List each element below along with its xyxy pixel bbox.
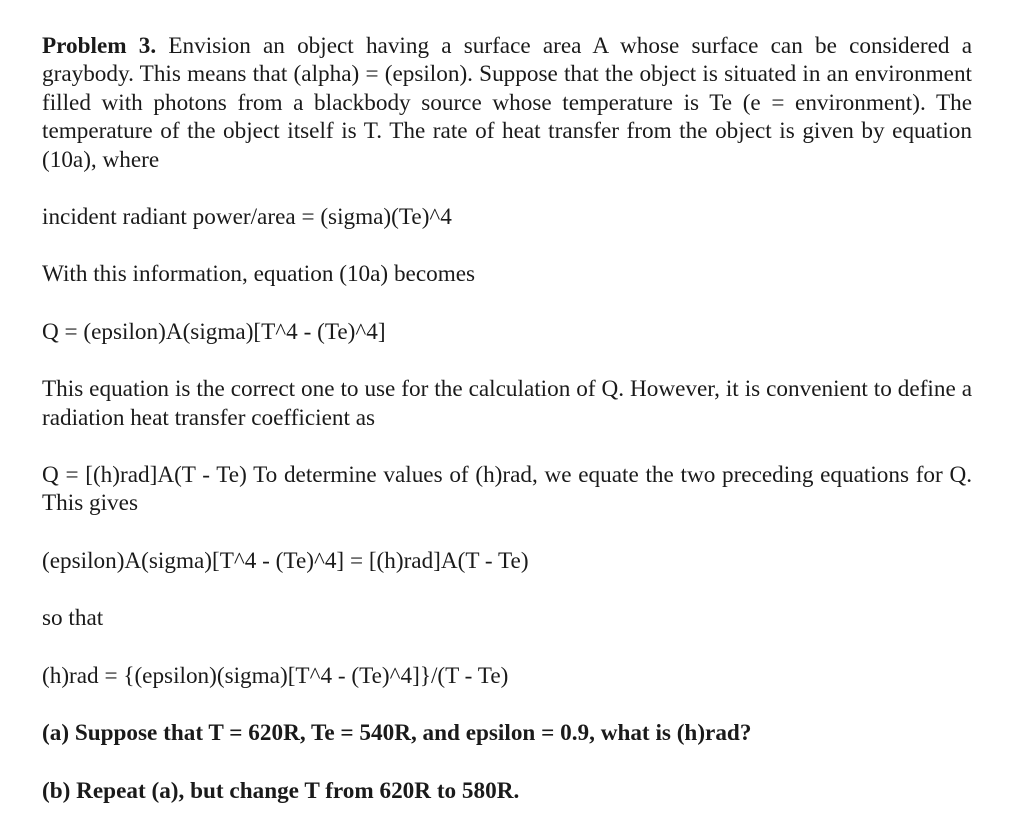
equation-q-radiation: Q = (epsilon)A(sigma)[T^4 - (Te)^4] xyxy=(42,318,386,345)
part-a-question: (a) Suppose that T = 620R, Te = 540R, and epsilon = 0.9, what is (h)rad? xyxy=(42,720,752,747)
incident-power-equation: incident radiant power/area = (sigma)(Te)^4 xyxy=(42,204,452,231)
equated-equation: (epsilon)A(sigma)[T^4 - (Te)^4] = [(h)rad]A(T - Te) xyxy=(42,547,529,574)
problem-intro-text: Envision an object having a surface area A whose surface can be considered a graybody. This means that (alpha) = (epsilon). Suppose that the object is situated in an environment filled with photons from a blackbody source whose temperature is Te (e = environment). The temperature of the object itself is T. The rate of heat transfer from the object is given by equation (10a), where xyxy=(42,33,972,173)
correct-equation-paragraph: This equation is the correct one to use for the calculation of Q. However, it is convenient to define a radiation heat transfer coefficient as xyxy=(42,376,972,431)
hrad-equation: (h)rad = {(epsilon)(sigma)[T^4 - (Te)^4]}/(T - Te) xyxy=(42,662,509,689)
problem-label: Problem 3. xyxy=(42,33,157,59)
equation-q-coefficient-paragraph: Q = [(h)rad]A(T - Te) To determine values of (h)rad, we equate the two preceding equations for Q. This gives xyxy=(42,462,972,517)
with-info-text: With this information, equation (10a) becomes xyxy=(42,261,476,288)
so-that-text: so that xyxy=(42,605,104,632)
part-b-question: (b) Repeat (a), but change T from 620R to 580R. xyxy=(42,777,520,804)
problem-intro xyxy=(42,32,972,174)
